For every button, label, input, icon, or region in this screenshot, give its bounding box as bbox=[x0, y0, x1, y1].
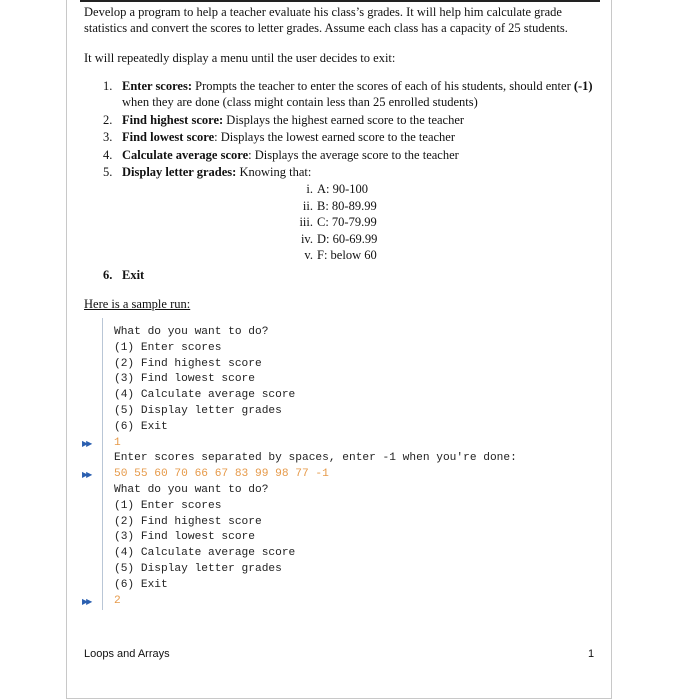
grade-numeral: iv. bbox=[300, 231, 313, 246]
console-output-line: (5) Display letter grades bbox=[114, 563, 282, 575]
console-output-line: Enter scores separated by spaces, enter -1 when you're done: bbox=[114, 452, 517, 465]
menu-item bbox=[103, 129, 603, 145]
console-output-line: (2) Find highest score bbox=[114, 357, 262, 370]
menu-item-number: 2. bbox=[103, 112, 113, 127]
console-output-line: What do you want to do? bbox=[114, 484, 269, 496]
menu-item-text: Knowing that: bbox=[236, 165, 312, 179]
menu-item bbox=[103, 78, 603, 110]
menu-item-extra: when they are done (class might contain less than 25 enrolled students) bbox=[122, 95, 478, 109]
menu-item-number: 1. bbox=[103, 79, 113, 93]
menu-item-text: : Displays the lowest earned score to the teacher bbox=[214, 130, 456, 144]
grade-text: C: 70-79.99 bbox=[317, 215, 377, 230]
menu-item-text: Displays the highest earned score to the teacher bbox=[223, 112, 465, 127]
grade-item bbox=[287, 198, 377, 215]
input-marker-icon: ▶▶ bbox=[82, 596, 91, 606]
menu-item bbox=[103, 112, 603, 128]
console-output-line: What do you want to do? bbox=[114, 326, 269, 338]
console-output-line: (3) Find lowest score bbox=[114, 531, 255, 544]
console-input-line: 1 bbox=[114, 436, 121, 449]
menu-item-exit bbox=[103, 267, 144, 283]
menu-item-title: Find highest score: bbox=[122, 112, 224, 127]
grade-numeral: iii. bbox=[299, 215, 313, 230]
footer-title: Loops and Arrays bbox=[84, 648, 170, 660]
grade-numeral: i. bbox=[306, 182, 313, 196]
console-output-line: (1) Enter scores bbox=[114, 499, 222, 512]
menu-item-title: Calculate average score bbox=[122, 147, 249, 162]
grade-text: B: 80-89.99 bbox=[317, 198, 377, 213]
console-output-line: (3) Find lowest score bbox=[114, 373, 255, 386]
grade-numeral: ii. bbox=[302, 198, 313, 213]
menu-item-text: Prompts the teacher to enter the scores of each of his students, should enter bbox=[192, 79, 574, 93]
grade-scale-list bbox=[287, 181, 377, 264]
grade-item bbox=[287, 231, 377, 248]
console-output-line: (2) Find highest score bbox=[114, 515, 262, 528]
input-marker-icon: ▶▶ bbox=[82, 438, 91, 448]
console-input-line: 2 bbox=[114, 594, 121, 607]
menu-item-title: Display letter grades: bbox=[122, 165, 237, 179]
menu-item-number: 5. bbox=[103, 165, 113, 179]
grade-item bbox=[287, 181, 377, 198]
console-output-line: (4) Calculate average score bbox=[114, 547, 296, 560]
intro-paragraph: Develop a program to help a teacher evaluate his class’s grades. It will help him calculate grade statistics and convert the scores to letter grades. Assume each class has a capacity of 25 students. bbox=[84, 5, 568, 35]
menu-item-title: Enter scores: bbox=[122, 79, 193, 93]
menu-intro: It will repeatedly display a menu until the user decides to exit: bbox=[84, 51, 396, 65]
grade-item bbox=[287, 247, 377, 264]
menu-item-extra-bold: (-1) bbox=[573, 79, 593, 93]
console-output-line: (6) Exit bbox=[114, 420, 168, 433]
top-rule bbox=[80, 0, 600, 2]
grade-numeral: v. bbox=[304, 248, 313, 263]
menu-item-title: Find lowest score bbox=[122, 130, 215, 144]
grade-text: A: 90-100 bbox=[317, 182, 369, 196]
console-input-line: 50 55 60 70 66 67 83 99 98 77 -1 bbox=[114, 468, 329, 481]
page-number: 1 bbox=[588, 648, 595, 660]
menu-item-number: 6. bbox=[103, 268, 113, 282]
menu-item bbox=[103, 147, 603, 163]
sample-run-heading: Here is a sample run: bbox=[84, 297, 191, 311]
grade-item bbox=[287, 214, 377, 231]
console-output-line: (6) Exit bbox=[114, 578, 168, 591]
menu-list bbox=[103, 78, 603, 182]
menu-item-text: : Displays the average score to the teacher bbox=[248, 147, 459, 162]
menu-item bbox=[103, 164, 603, 180]
console-output-line: (1) Enter scores bbox=[114, 341, 222, 354]
menu-item-title: Exit bbox=[122, 268, 145, 282]
grade-text: D: 60-69.99 bbox=[317, 231, 378, 246]
console-output-line: (4) Calculate average score bbox=[114, 389, 296, 402]
menu-item-number: 4. bbox=[103, 147, 113, 162]
console-output-line: (5) Display letter grades bbox=[114, 405, 282, 417]
input-marker-icon: ▶▶ bbox=[82, 470, 91, 480]
menu-item-number: 3. bbox=[103, 130, 113, 144]
grade-text: F: below 60 bbox=[317, 248, 377, 263]
